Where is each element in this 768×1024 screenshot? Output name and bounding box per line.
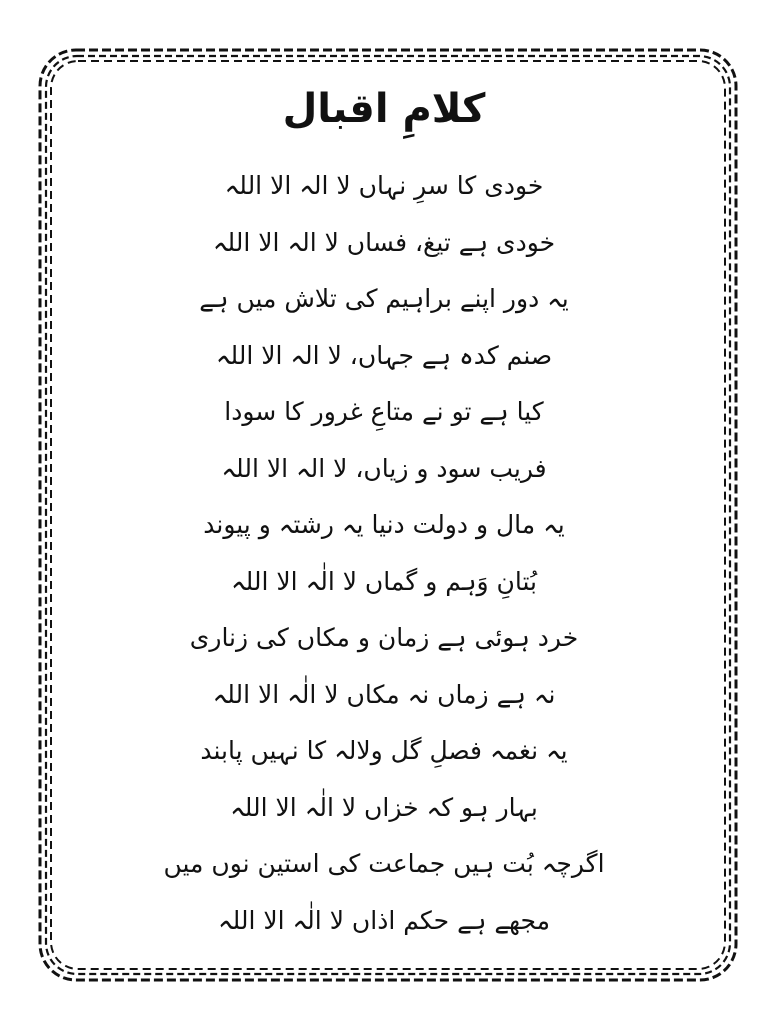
verse-line: خودی ہے تیغ، فساں لا الہ الا اللہ (212, 227, 556, 257)
verse-line: فریب سود و زیاں، لا الہ الا اللہ (221, 453, 547, 483)
verse-line: نہ ہے زماں نہ مکاں لا الٰہ الا اللہ (212, 679, 556, 709)
verse-line: خرد ہوئی ہے زمان و مکاں کی زناری (189, 623, 579, 652)
verse-line: بُتانِ وَہم و گماں لا الٰہ الا اللہ (230, 566, 538, 596)
verse-line: اگرچہ بُت ہیں جماعت کی استین نوں میں (163, 849, 605, 878)
verse-line: یہ نغمہ فصلِ گل ولالہ کا نہیں پابند (200, 736, 568, 765)
verse-line: صنم کدہ ہے جہاں، لا الہ الا اللہ (215, 340, 553, 370)
verse-line: مجھے ہے حکم اذاں لا الٰہ الا اللہ (217, 905, 551, 935)
poem-body (110, 78, 658, 935)
verse-line: بہار ہو کہ خزاں لا الٰہ الا اللہ (230, 792, 538, 822)
verse-line: خودی کا سرِ نہاں لا الہ الا اللہ (224, 171, 544, 200)
verse-line: یہ دور اپنے براہیم کی تلاش میں ہے (199, 284, 569, 313)
verse-list (110, 158, 658, 949)
poem-title: کلامِ اقبال (282, 86, 486, 132)
verse-line: کیا ہے تو نے متاعِ غرور کا سودا (224, 397, 544, 426)
verse-line: یہ مال و دولت دنیا یہ رشتہ و پیوند (203, 510, 565, 539)
